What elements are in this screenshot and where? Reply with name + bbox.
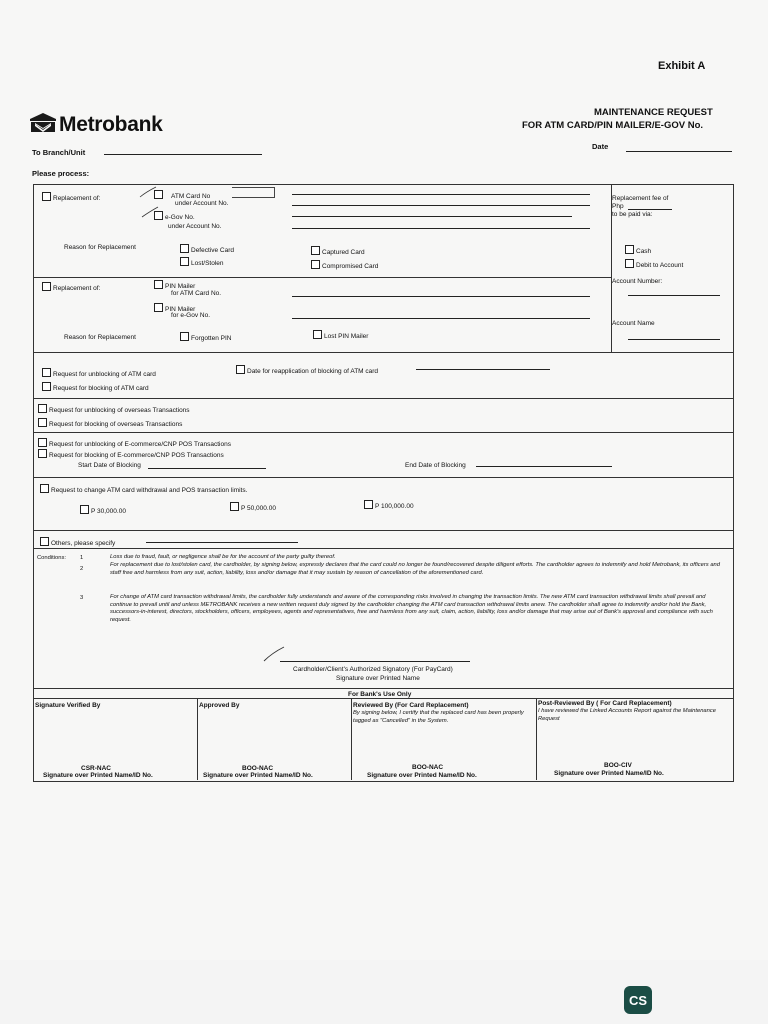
condition-number: 1 <box>80 555 84 561</box>
divider <box>33 352 733 353</box>
form-title-line1: MAINTENANCE REQUEST <box>594 107 713 118</box>
divider <box>33 432 733 433</box>
defective-card-checkbox[interactable]: Defective Card <box>180 244 234 254</box>
under-account-no-label: under Account No. <box>175 200 229 207</box>
signatory-line[interactable] <box>280 661 470 662</box>
others-field[interactable] <box>146 542 298 543</box>
start-date-field[interactable] <box>148 468 266 469</box>
egov-account-no-field[interactable] <box>292 228 590 229</box>
atm-card-no-box <box>232 187 275 198</box>
signature-id-label: Signature over Printed Name/ID No. <box>203 772 313 779</box>
divider <box>33 398 733 399</box>
atm-card-no-field[interactable] <box>292 194 590 195</box>
start-date-label: Start Date of Blocking <box>78 462 141 469</box>
divider <box>33 530 733 531</box>
reapplication-date-field[interactable] <box>416 369 550 370</box>
bank-use-only-label: For Bank's Use Only <box>348 691 412 698</box>
to-branch-label: To Branch/Unit <box>32 148 86 157</box>
reason-for-replacement-label: Reason for Replacement <box>64 334 136 341</box>
atm-card-no-checkbox[interactable]: ATM Card No <box>154 190 210 200</box>
account-name-field[interactable] <box>628 339 720 340</box>
divider <box>33 277 611 278</box>
unblock-overseas-checkbox[interactable]: Request for unblocking of overseas Transactions <box>38 404 190 414</box>
signature-id-label: Signature over Printed Name/ID No. <box>554 770 664 777</box>
conditions-label: Conditions: <box>37 555 67 561</box>
divider <box>197 698 198 780</box>
col-header-signature-verified: Signature Verified By <box>35 702 101 709</box>
p30000-checkbox[interactable]: P 30,000.00 <box>80 505 126 515</box>
condition-text: For change of ATM card transaction withdrawal limits, the cardholder fully understands and aware of the corresponding risks involved in changing the transaction limits. The new ATM card transaction withdrawal limits shall prevail and continue to prevail until and unless METROBANK receives a new written request duly signed by the cardholder changing the ATM card transaction withdrawal limits anew. The cardholder shall agree to indemnify and/or hold the Bank, successors-in-interest, directors, stockholders, officers, employees, agents and representatives, free and harmless from any suit, claim, action, liability, loss and/or damage that may arise out of Bank's approval and compliance with such request. <box>110 594 713 623</box>
atm-account-no-field[interactable] <box>292 205 590 206</box>
account-name-label: Account Name <box>612 320 655 327</box>
end-date-field[interactable] <box>476 466 612 467</box>
col-header-approved-by: Approved By <box>199 702 240 709</box>
date-label: Date <box>592 142 609 151</box>
divider <box>536 698 537 780</box>
compromised-card-checkbox[interactable]: Compromised Card <box>311 260 378 270</box>
reason-for-replacement-label: Reason for Replacement <box>64 244 136 251</box>
debit-to-account-checkbox[interactable]: Debit to Account <box>625 259 683 269</box>
forgotten-pin-checkbox[interactable]: Forgotten PIN <box>180 332 231 342</box>
others-checkbox[interactable]: Others, please specify <box>40 537 115 547</box>
col-header-post-reviewed-by: Post-Reviewed By ( For Card Replacement) <box>538 700 672 707</box>
fee-amount-field[interactable] <box>628 209 672 210</box>
please-process-label: Please process: <box>32 169 90 178</box>
signature-id-label: Signature over Printed Name/ID No. <box>43 772 153 779</box>
divider <box>33 688 733 689</box>
role-label: BOO-CIV <box>604 762 632 769</box>
php-label: Php <box>612 203 624 210</box>
p100000-checkbox[interactable]: P 100,000.00 <box>364 500 414 510</box>
signature-id-label: Signature over Printed Name/ID No. <box>367 772 477 779</box>
block-ecommerce-checkbox[interactable]: Request for blocking of E-commerce/CNP POS Transactions <box>38 449 224 459</box>
col-header-reviewed-by: Reviewed By (For Card Replacement) <box>353 702 469 709</box>
pin-mailer-atm-checkbox[interactable]: PIN Mailer <box>154 280 195 290</box>
reapplication-date-checkbox[interactable]: Date for reapplication of blocking of ATM card <box>236 365 378 375</box>
end-date-label: End Date of Blocking <box>405 462 466 469</box>
role-label: BOO-NAC <box>412 764 444 771</box>
for-egov-no-label: for e-Gov No. <box>171 312 211 319</box>
role-label: CSR-NAC <box>81 765 111 772</box>
metrobank-logo-icon <box>29 112 57 134</box>
signatory-label: Cardholder/Client's Authorized Signatory (For PayCard) <box>293 666 453 673</box>
form-title-line2: FOR ATM CARD/PIN MAILER/E-GOV No. <box>522 120 704 131</box>
condition-text: Loss due to fraud, fault, or negligence shall be for the account of the party guilty thereof. <box>110 554 336 560</box>
replacement-fee-label: Replacement fee of <box>612 195 669 202</box>
condition-number: 2 <box>80 566 84 572</box>
pin-mailer-egov-checkbox[interactable]: PIN Mailer <box>154 303 195 313</box>
exhibit-label: Exhibit A <box>658 60 706 72</box>
change-limits-checkbox[interactable]: Request to change ATM card withdrawal and POS transaction limits. <box>40 484 247 494</box>
role-label: BOO-NAC <box>242 765 274 772</box>
signature-printed-name-label: Signature over Printed Name <box>336 675 420 682</box>
under-account-no-label: under Account No. <box>168 223 222 230</box>
divider <box>33 477 733 478</box>
egov-no-checkbox[interactable]: e-Gov No. <box>154 211 195 221</box>
account-number-label: Account Number: <box>612 278 663 285</box>
cash-checkbox[interactable]: Cash <box>625 245 651 255</box>
unblock-ecommerce-checkbox[interactable]: Request for unblocking of E-commerce/CNP POS Transactions <box>38 438 231 448</box>
divider <box>351 698 352 780</box>
pin-mailer-egov-field[interactable] <box>292 318 590 319</box>
unblock-atm-checkbox[interactable]: Request for unblocking of ATM card <box>42 368 156 378</box>
replacement-of-checkbox-1[interactable]: Replacement of: <box>42 192 100 202</box>
to-branch-field[interactable] <box>104 154 262 155</box>
replacement-of-checkbox-2[interactable]: Replacement of: <box>42 282 100 292</box>
post-reviewed-by-note: I have reviewed the Linked Accounts Report against the Maintenance Request <box>538 708 716 722</box>
egov-no-field[interactable] <box>292 216 572 217</box>
date-field[interactable] <box>626 151 732 152</box>
block-atm-checkbox[interactable]: Request for blocking of ATM card <box>42 382 149 392</box>
block-overseas-checkbox[interactable]: Request for blocking of overseas Transactions <box>38 418 182 428</box>
to-be-paid-via-label: to be paid via: <box>612 211 653 218</box>
p50000-checkbox[interactable]: P 50,000.00 <box>230 502 276 512</box>
bank-name: Metrobank <box>59 113 163 136</box>
lost-pin-mailer-checkbox[interactable]: Lost PIN Mailer <box>313 330 368 340</box>
account-number-field[interactable] <box>628 295 720 296</box>
divider <box>33 548 733 549</box>
for-atm-card-no-label: for ATM Card No. <box>171 290 222 297</box>
condition-number: 3 <box>80 595 84 601</box>
pin-mailer-atm-field[interactable] <box>292 296 590 297</box>
captured-card-checkbox[interactable]: Captured Card <box>311 246 365 256</box>
lost-stolen-checkbox[interactable]: Lost/Stolen <box>180 257 224 267</box>
reviewed-by-note: By signing below, I certify that the replaced card has been properly tagged as "Cancelled" in the System. <box>353 710 524 724</box>
camscanner-badge: CS <box>624 986 652 1014</box>
condition-text: For replacement due to lost/stolen card, the cardholder, by signing below, expressly declares that the card could no longer be found/recovered despite diligent efforts. The cardholder agrees to indemnify and hold Metrobank, its officers and staff free and harmless from any suit, action, liability, loss and/or damage that it may sustain by reason of cancellation of the aforementioned card. <box>110 562 720 576</box>
